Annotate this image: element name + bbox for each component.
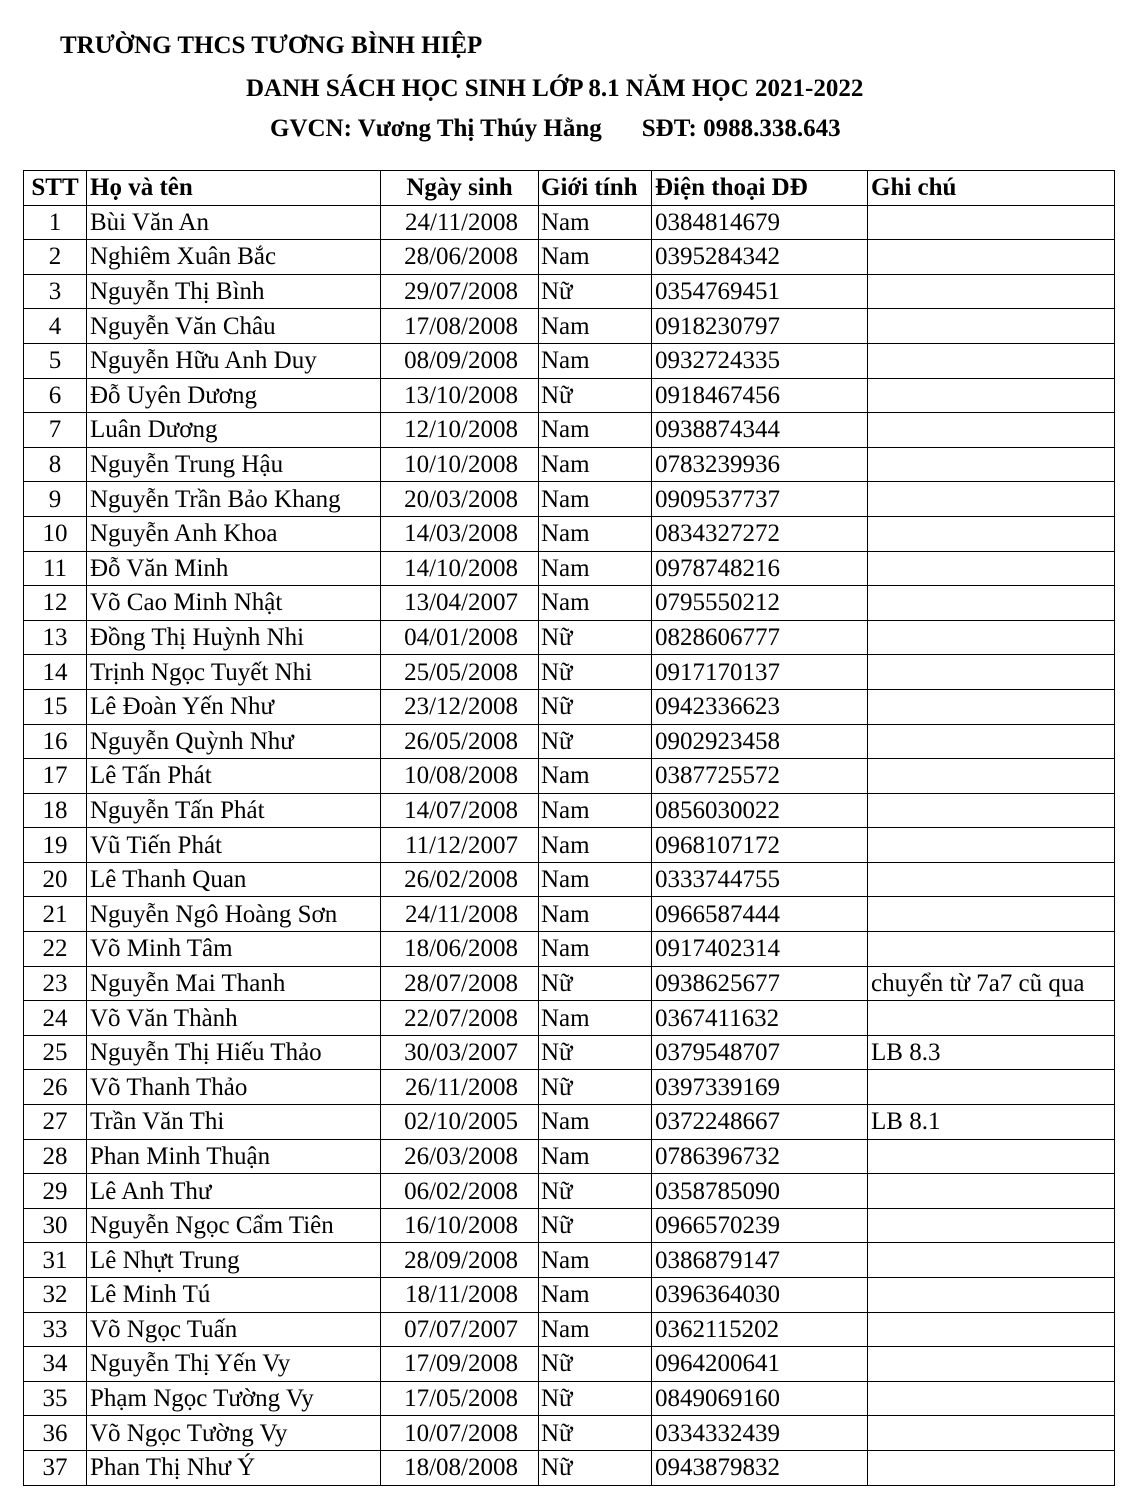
cell-dob: 22/07/2008 xyxy=(381,1001,539,1036)
cell-name: Võ Ngọc Tuấn xyxy=(87,1312,381,1347)
cell-gender: Nam xyxy=(539,586,652,621)
cell-dob: 24/11/2008 xyxy=(381,897,539,932)
cell-phone: 0964200641 xyxy=(652,1347,868,1382)
cell-stt: 36 xyxy=(24,1416,87,1451)
table-row xyxy=(24,1278,1115,1313)
table-row xyxy=(24,932,1115,967)
table-row xyxy=(24,1139,1115,1174)
cell-stt: 23 xyxy=(24,966,87,1001)
cell-name: Lê Đoàn Yến Như xyxy=(87,689,381,724)
cell-phone: 0909537737 xyxy=(652,482,868,517)
cell-note: chuyển từ 7a7 cũ qua xyxy=(868,966,1115,1001)
cell-name: Luân Dương xyxy=(87,413,381,448)
cell-dob: 28/07/2008 xyxy=(381,966,539,1001)
table-row xyxy=(24,482,1115,517)
cell-dob: 23/12/2008 xyxy=(381,689,539,724)
cell-dob: 11/12/2007 xyxy=(381,828,539,863)
cell-name: Nguyễn Thị Hiếu Thảo xyxy=(87,1035,381,1070)
cell-dob: 10/07/2008 xyxy=(381,1416,539,1451)
school-name: TRƯỜNG THCS TƯƠNG BÌNH HIỆP xyxy=(60,32,483,59)
cell-gender: Nữ xyxy=(539,1381,652,1416)
cell-stt: 17 xyxy=(24,759,87,794)
cell-stt: 3 xyxy=(24,274,87,309)
cell-phone: 0978748216 xyxy=(652,551,868,586)
cell-phone: 0834327272 xyxy=(652,516,868,551)
cell-phone: 0856030022 xyxy=(652,793,868,828)
cell-phone: 0938874344 xyxy=(652,413,868,448)
table-header-row xyxy=(24,171,1115,206)
cell-stt: 34 xyxy=(24,1347,87,1382)
cell-gender: Nữ xyxy=(539,1347,652,1382)
cell-dob: 25/05/2008 xyxy=(381,655,539,690)
cell-note xyxy=(868,828,1115,863)
cell-note xyxy=(868,1070,1115,1105)
cell-gender: Nam xyxy=(539,897,652,932)
cell-note xyxy=(868,1208,1115,1243)
cell-stt: 24 xyxy=(24,1001,87,1036)
table-row xyxy=(24,1174,1115,1209)
cell-stt: 18 xyxy=(24,793,87,828)
cell-note xyxy=(868,1312,1115,1347)
cell-name: Lê Nhựt Trung xyxy=(87,1243,381,1278)
table-row xyxy=(24,966,1115,1001)
cell-gender: Nữ xyxy=(539,655,652,690)
cell-phone: 0966570239 xyxy=(652,1208,868,1243)
cell-note xyxy=(868,897,1115,932)
table-row xyxy=(24,1208,1115,1243)
cell-note xyxy=(868,1450,1115,1485)
student-table xyxy=(23,170,1115,1486)
cell-stt: 10 xyxy=(24,516,87,551)
cell-gender: Nữ xyxy=(539,620,652,655)
cell-note xyxy=(868,689,1115,724)
teacher-line xyxy=(270,115,841,143)
cell-dob: 28/09/2008 xyxy=(381,1243,539,1278)
cell-phone: 0362115202 xyxy=(652,1312,868,1347)
cell-name: Nguyễn Tấn Phát xyxy=(87,793,381,828)
cell-dob: 17/08/2008 xyxy=(381,309,539,344)
cell-phone: 0396364030 xyxy=(652,1278,868,1313)
cell-note xyxy=(868,516,1115,551)
cell-phone: 0828606777 xyxy=(652,620,868,655)
cell-note xyxy=(868,1243,1115,1278)
cell-phone: 0384814679 xyxy=(652,205,868,240)
table-row xyxy=(24,1450,1115,1485)
column-header-gender: Giới tính xyxy=(539,171,652,206)
cell-dob: 26/03/2008 xyxy=(381,1139,539,1174)
cell-gender: Nam xyxy=(539,413,652,448)
cell-dob: 26/05/2008 xyxy=(381,724,539,759)
cell-dob: 02/10/2005 xyxy=(381,1105,539,1140)
cell-stt: 31 xyxy=(24,1243,87,1278)
table-row xyxy=(24,343,1115,378)
table-row xyxy=(24,1381,1115,1416)
cell-phone: 0943879832 xyxy=(652,1450,868,1485)
cell-note xyxy=(868,1381,1115,1416)
cell-phone: 0395284342 xyxy=(652,240,868,275)
cell-note xyxy=(868,240,1115,275)
cell-stt: 16 xyxy=(24,724,87,759)
cell-name: Phan Thị Như Ý xyxy=(87,1450,381,1485)
cell-dob: 18/06/2008 xyxy=(381,932,539,967)
cell-name: Nguyễn Trần Bảo Khang xyxy=(87,482,381,517)
cell-dob: 08/09/2008 xyxy=(381,343,539,378)
cell-note xyxy=(868,1416,1115,1451)
cell-gender: Nam xyxy=(539,1278,652,1313)
cell-stt: 12 xyxy=(24,586,87,621)
table-row xyxy=(24,897,1115,932)
cell-gender: Nữ xyxy=(539,1035,652,1070)
cell-gender: Nữ xyxy=(539,378,652,413)
cell-gender: Nam xyxy=(539,932,652,967)
table-row xyxy=(24,759,1115,794)
column-header-note: Ghi chú xyxy=(868,171,1115,206)
cell-stt: 5 xyxy=(24,343,87,378)
cell-name: Nguyễn Thị Bình xyxy=(87,274,381,309)
table-row xyxy=(24,274,1115,309)
cell-note xyxy=(868,1347,1115,1382)
cell-note: LB 8.3 xyxy=(868,1035,1115,1070)
table-row xyxy=(24,205,1115,240)
cell-name: Lê Anh Thư xyxy=(87,1174,381,1209)
cell-gender: Nam xyxy=(539,793,652,828)
cell-phone: 0968107172 xyxy=(652,828,868,863)
cell-stt: 35 xyxy=(24,1381,87,1416)
cell-name: Đồng Thị Huỳnh Nhi xyxy=(87,620,381,655)
table-row xyxy=(24,240,1115,275)
cell-dob: 24/11/2008 xyxy=(381,205,539,240)
cell-stt: 19 xyxy=(24,828,87,863)
cell-gender: Nữ xyxy=(539,689,652,724)
cell-name: Võ Ngọc Tường Vy xyxy=(87,1416,381,1451)
cell-stt: 32 xyxy=(24,1278,87,1313)
cell-stt: 33 xyxy=(24,1312,87,1347)
cell-note xyxy=(868,759,1115,794)
cell-name: Võ Minh Tâm xyxy=(87,932,381,967)
table-row xyxy=(24,413,1115,448)
cell-name: Nguyễn Hữu Anh Duy xyxy=(87,343,381,378)
table-row xyxy=(24,1001,1115,1036)
table-row xyxy=(24,828,1115,863)
column-header-phone: Điện thoại DĐ xyxy=(652,171,868,206)
cell-stt: 37 xyxy=(24,1450,87,1485)
table-row xyxy=(24,689,1115,724)
cell-phone: 0333744755 xyxy=(652,862,868,897)
cell-dob: 06/02/2008 xyxy=(381,1174,539,1209)
cell-dob: 17/05/2008 xyxy=(381,1381,539,1416)
cell-stt: 1 xyxy=(24,205,87,240)
cell-phone: 0358785090 xyxy=(652,1174,868,1209)
cell-stt: 9 xyxy=(24,482,87,517)
cell-gender: Nữ xyxy=(539,1070,652,1105)
cell-name: Nguyễn Anh Khoa xyxy=(87,516,381,551)
cell-gender: Nữ xyxy=(539,1174,652,1209)
cell-phone: 0354769451 xyxy=(652,274,868,309)
cell-dob: 13/10/2008 xyxy=(381,378,539,413)
cell-name: Bùi Văn An xyxy=(87,205,381,240)
table-row xyxy=(24,724,1115,759)
table-row xyxy=(24,516,1115,551)
cell-note xyxy=(868,724,1115,759)
cell-gender: Nam xyxy=(539,551,652,586)
cell-name: Trần Văn Thi xyxy=(87,1105,381,1140)
cell-phone: 0966587444 xyxy=(652,897,868,932)
cell-note xyxy=(868,205,1115,240)
cell-note xyxy=(868,343,1115,378)
cell-name: Nguyễn Trung Hậu xyxy=(87,447,381,482)
table-row xyxy=(24,309,1115,344)
table-row xyxy=(24,378,1115,413)
cell-name: Đỗ Văn Minh xyxy=(87,551,381,586)
cell-dob: 13/04/2007 xyxy=(381,586,539,621)
cell-phone: 0786396732 xyxy=(652,1139,868,1174)
cell-name: Nguyễn Ngô Hoàng Sơn xyxy=(87,897,381,932)
cell-stt: 7 xyxy=(24,413,87,448)
teacher-phone: SĐT: 0988.338.643 xyxy=(641,115,841,142)
cell-phone: 0849069160 xyxy=(652,1381,868,1416)
cell-name: Nguyễn Mai Thanh xyxy=(87,966,381,1001)
cell-phone: 0372248667 xyxy=(652,1105,868,1140)
cell-phone: 0902923458 xyxy=(652,724,868,759)
cell-dob: 04/01/2008 xyxy=(381,620,539,655)
table-row xyxy=(24,1070,1115,1105)
cell-note xyxy=(868,413,1115,448)
cell-gender: Nữ xyxy=(539,1208,652,1243)
cell-name: Phạm Ngọc Tường Vy xyxy=(87,1381,381,1416)
table-row xyxy=(24,551,1115,586)
cell-stt: 4 xyxy=(24,309,87,344)
cell-gender: Nam xyxy=(539,482,652,517)
cell-dob: 14/10/2008 xyxy=(381,551,539,586)
cell-gender: Nam xyxy=(539,447,652,482)
cell-stt: 22 xyxy=(24,932,87,967)
table-row xyxy=(24,862,1115,897)
cell-gender: Nam xyxy=(539,1105,652,1140)
cell-gender: Nam xyxy=(539,240,652,275)
cell-gender: Nữ xyxy=(539,1450,652,1485)
cell-note xyxy=(868,586,1115,621)
document-title: DANH SÁCH HỌC SINH LỚP 8.1 NĂM HỌC 2021-2022 xyxy=(246,75,864,102)
table-row xyxy=(24,1312,1115,1347)
column-header-name: Họ và tên xyxy=(87,171,381,206)
cell-name: Lê Tấn Phát xyxy=(87,759,381,794)
cell-dob: 30/03/2007 xyxy=(381,1035,539,1070)
table-row xyxy=(24,793,1115,828)
cell-stt: 30 xyxy=(24,1208,87,1243)
cell-phone: 0795550212 xyxy=(652,586,868,621)
cell-stt: 20 xyxy=(24,862,87,897)
cell-phone: 0397339169 xyxy=(652,1070,868,1105)
table-row xyxy=(24,1416,1115,1451)
cell-phone: 0917170137 xyxy=(652,655,868,690)
cell-phone: 0386879147 xyxy=(652,1243,868,1278)
table-row xyxy=(24,1105,1115,1140)
column-header-stt: STT xyxy=(24,171,87,206)
cell-name: Trịnh Ngọc Tuyết Nhi xyxy=(87,655,381,690)
cell-stt: 6 xyxy=(24,378,87,413)
cell-note xyxy=(868,551,1115,586)
cell-dob: 12/10/2008 xyxy=(381,413,539,448)
cell-name: Nghiêm Xuân Bắc xyxy=(87,240,381,275)
cell-phone: 0367411632 xyxy=(652,1001,868,1036)
table-row xyxy=(24,620,1115,655)
cell-note xyxy=(868,1139,1115,1174)
cell-gender: Nữ xyxy=(539,966,652,1001)
cell-name: Phan Minh Thuận xyxy=(87,1139,381,1174)
cell-gender: Nam xyxy=(539,759,652,794)
cell-gender: Nữ xyxy=(539,274,652,309)
cell-name: Nguyễn Thị Yến Vy xyxy=(87,1347,381,1382)
cell-dob: 10/10/2008 xyxy=(381,447,539,482)
cell-dob: 17/09/2008 xyxy=(381,1347,539,1382)
cell-gender: Nam xyxy=(539,205,652,240)
cell-note xyxy=(868,793,1115,828)
cell-name: Lê Minh Tú xyxy=(87,1278,381,1313)
cell-note: LB 8.1 xyxy=(868,1105,1115,1140)
homeroom-teacher: GVCN: Vương Thị Thúy Hằng xyxy=(270,115,602,142)
cell-note xyxy=(868,1278,1115,1313)
cell-phone: 0932724335 xyxy=(652,343,868,378)
cell-dob: 29/07/2008 xyxy=(381,274,539,309)
cell-dob: 18/11/2008 xyxy=(381,1278,539,1313)
cell-dob: 20/03/2008 xyxy=(381,482,539,517)
cell-gender: Nam xyxy=(539,309,652,344)
cell-note xyxy=(868,1001,1115,1036)
cell-phone: 0783239936 xyxy=(652,447,868,482)
cell-stt: 14 xyxy=(24,655,87,690)
cell-phone: 0918230797 xyxy=(652,309,868,344)
cell-note xyxy=(868,862,1115,897)
cell-name: Nguyễn Quỳnh Như xyxy=(87,724,381,759)
cell-dob: 14/07/2008 xyxy=(381,793,539,828)
cell-stt: 27 xyxy=(24,1105,87,1140)
cell-phone: 0918467456 xyxy=(652,378,868,413)
table-row xyxy=(24,586,1115,621)
cell-gender: Nam xyxy=(539,1139,652,1174)
cell-gender: Nam xyxy=(539,828,652,863)
cell-gender: Nam xyxy=(539,1001,652,1036)
cell-phone: 0917402314 xyxy=(652,932,868,967)
table-row xyxy=(24,447,1115,482)
table-body xyxy=(24,205,1115,1485)
cell-phone: 0938625677 xyxy=(652,966,868,1001)
cell-dob: 26/11/2008 xyxy=(381,1070,539,1105)
cell-stt: 11 xyxy=(24,551,87,586)
cell-dob: 14/03/2008 xyxy=(381,516,539,551)
cell-gender: Nữ xyxy=(539,1416,652,1451)
cell-note xyxy=(868,482,1115,517)
cell-stt: 25 xyxy=(24,1035,87,1070)
cell-name: Nguyễn Ngọc Cẩm Tiên xyxy=(87,1208,381,1243)
cell-phone: 0942336623 xyxy=(652,689,868,724)
cell-note xyxy=(868,1174,1115,1209)
cell-gender: Nam xyxy=(539,862,652,897)
cell-dob: 07/07/2007 xyxy=(381,1312,539,1347)
cell-name: Vũ Tiến Phát xyxy=(87,828,381,863)
cell-name: Nguyễn Văn Châu xyxy=(87,309,381,344)
cell-gender: Nam xyxy=(539,1312,652,1347)
cell-gender: Nam xyxy=(539,516,652,551)
cell-dob: 10/08/2008 xyxy=(381,759,539,794)
cell-name: Lê Thanh Quan xyxy=(87,862,381,897)
table-row xyxy=(24,1243,1115,1278)
cell-note xyxy=(868,309,1115,344)
cell-stt: 8 xyxy=(24,447,87,482)
cell-stt: 2 xyxy=(24,240,87,275)
cell-stt: 21 xyxy=(24,897,87,932)
cell-stt: 13 xyxy=(24,620,87,655)
cell-note xyxy=(868,274,1115,309)
cell-dob: 28/06/2008 xyxy=(381,240,539,275)
cell-name: Đỗ Uyên Dương xyxy=(87,378,381,413)
cell-note xyxy=(868,620,1115,655)
table-row xyxy=(24,1035,1115,1070)
cell-note xyxy=(868,932,1115,967)
cell-stt: 29 xyxy=(24,1174,87,1209)
cell-gender: Nam xyxy=(539,1243,652,1278)
cell-dob: 18/08/2008 xyxy=(381,1450,539,1485)
cell-stt: 15 xyxy=(24,689,87,724)
cell-name: Võ Văn Thành xyxy=(87,1001,381,1036)
cell-note xyxy=(868,378,1115,413)
cell-phone: 0334332439 xyxy=(652,1416,868,1451)
cell-gender: Nữ xyxy=(539,724,652,759)
column-header-dob: Ngày sinh xyxy=(381,171,539,206)
cell-stt: 26 xyxy=(24,1070,87,1105)
cell-phone: 0379548707 xyxy=(652,1035,868,1070)
cell-note xyxy=(868,655,1115,690)
cell-name: Võ Cao Minh Nhật xyxy=(87,586,381,621)
cell-phone: 0387725572 xyxy=(652,759,868,794)
table-row xyxy=(24,655,1115,690)
cell-note xyxy=(868,447,1115,482)
table-row xyxy=(24,1347,1115,1382)
cell-dob: 16/10/2008 xyxy=(381,1208,539,1243)
cell-name: Võ Thanh Thảo xyxy=(87,1070,381,1105)
cell-dob: 26/02/2008 xyxy=(381,862,539,897)
cell-stt: 28 xyxy=(24,1139,87,1174)
cell-gender: Nam xyxy=(539,343,652,378)
